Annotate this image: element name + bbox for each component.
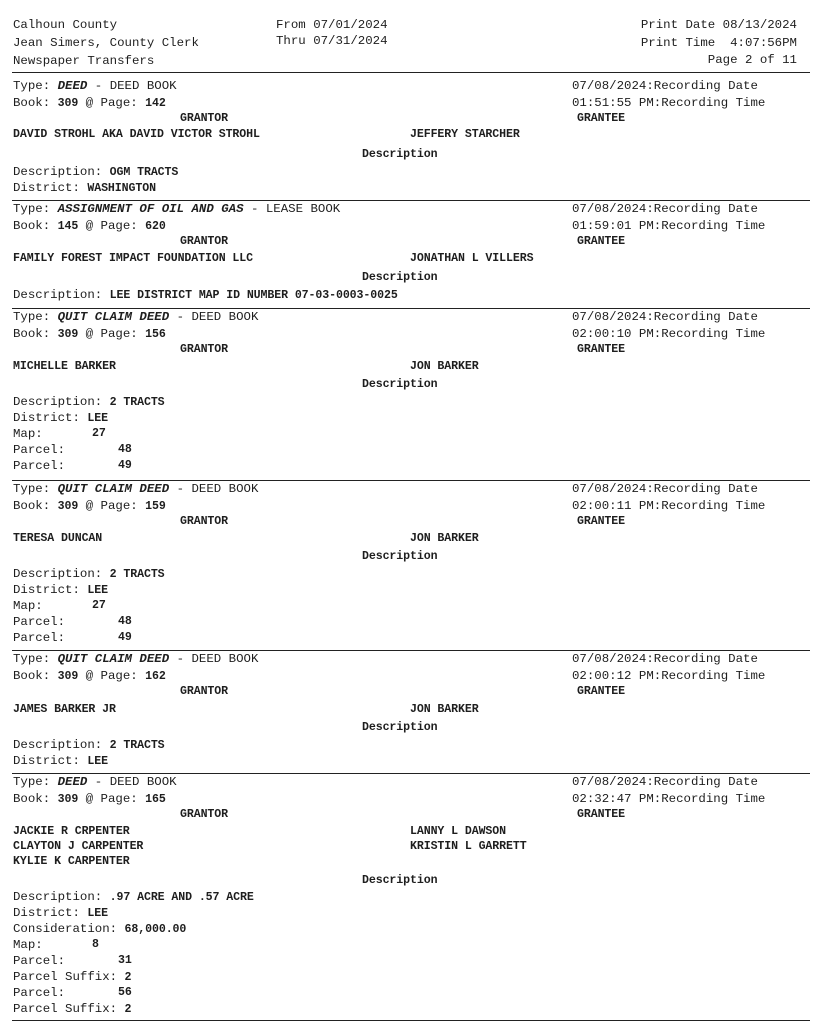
book-page-line xyxy=(13,668,166,685)
detail-row xyxy=(13,410,108,427)
grantor-heading: GRANTOR xyxy=(180,343,229,356)
recording-date-line xyxy=(572,481,758,497)
recording-time-line xyxy=(572,791,765,807)
detail-label: Map: xyxy=(13,938,43,952)
grantee-name: LANNY L DAWSON xyxy=(410,825,507,838)
grantee-name: KRISTIN L GARRETT xyxy=(410,840,527,853)
detail-value: OGM TRACTS xyxy=(109,166,179,179)
detail-label: Parcel: xyxy=(13,459,66,473)
type-label: Type: xyxy=(13,482,51,496)
book-label: Book: xyxy=(13,327,51,341)
record-type-line: Type: QUIT CLAIM DEED - DEED BOOK xyxy=(13,310,259,324)
grantor-name: CLAYTON J CARPENTER xyxy=(13,840,144,853)
book-label: Book: xyxy=(13,792,51,806)
recording-time: 02:00:10 PM xyxy=(572,327,654,341)
recording-time-label: :Recording Time xyxy=(653,792,766,806)
recording-date-label: :Recording Date xyxy=(646,482,758,496)
detail-row xyxy=(13,394,165,411)
detail-row xyxy=(13,458,132,474)
recording-date-line xyxy=(572,78,758,94)
book-number: 309 xyxy=(57,500,79,513)
recording-date-line xyxy=(572,651,758,667)
book-number: 309 xyxy=(57,670,79,683)
detail-value: LEE xyxy=(87,755,108,768)
grantor-heading: GRANTOR xyxy=(180,235,229,248)
type-label: Type: xyxy=(13,79,51,93)
book-page-line xyxy=(13,95,166,112)
record-type-line: Type: DEED - DEED BOOK xyxy=(13,79,177,93)
recording-date-label: :Recording Date xyxy=(646,202,758,216)
recording-time: 02:32:47 PM xyxy=(572,792,654,806)
record-type-line: Type: QUIT CLAIM DEED - DEED BOOK xyxy=(13,652,259,666)
grantee-heading: GRANTEE xyxy=(577,685,626,698)
type-label: Type: xyxy=(13,652,51,666)
book-label: Book: xyxy=(13,499,51,513)
grantor-heading: GRANTOR xyxy=(180,112,229,125)
detail-value: LEE xyxy=(87,412,108,425)
detail-value: LEE xyxy=(87,907,108,920)
description-heading: Description xyxy=(362,874,438,887)
page-number-value: 165 xyxy=(145,793,166,806)
detail-value: 27 xyxy=(92,599,106,612)
detail-row xyxy=(13,180,156,197)
detail-value: 68,000.00 xyxy=(124,923,187,936)
page-label: @ Page: xyxy=(85,96,138,110)
grantor-heading: GRANTOR xyxy=(180,808,229,821)
page-number-value: 159 xyxy=(145,500,166,513)
grantor-heading: GRANTOR xyxy=(180,515,229,528)
detail-row xyxy=(13,566,165,583)
recording-time: 01:59:01 PM xyxy=(572,219,654,233)
detail-row xyxy=(13,426,106,442)
recording-time-line xyxy=(572,218,765,234)
detail-value: 27 xyxy=(92,427,106,440)
grantor-name: MICHELLE BARKER xyxy=(13,360,116,373)
page-number-value: 162 xyxy=(145,670,166,683)
detail-label: Description: xyxy=(13,395,103,409)
page-number-value: 156 xyxy=(145,328,166,341)
recording-time-label: :Recording Time xyxy=(653,669,766,683)
page-number-value: 142 xyxy=(145,97,166,110)
detail-label: Description: xyxy=(13,567,103,581)
description-heading: Description xyxy=(362,148,438,161)
detail-label: Map: xyxy=(13,427,43,441)
period-from xyxy=(276,17,388,33)
detail-value: 2 xyxy=(124,1003,132,1016)
detail-value: LEE xyxy=(87,584,108,597)
detail-label: District: xyxy=(13,583,80,597)
detail-value: 49 xyxy=(118,459,132,472)
detail-label: District: xyxy=(13,181,80,195)
page-label: @ Page: xyxy=(85,219,138,233)
detail-value: 8 xyxy=(92,938,99,951)
page-label: @ Page: xyxy=(85,327,138,341)
description-heading: Description xyxy=(362,721,438,734)
book-type: DEED BOOK xyxy=(109,79,177,93)
detail-value: LEE DISTRICT MAP ID NUMBER 07-03-0003-0025 xyxy=(109,289,398,302)
recording-date: 07/08/2024 xyxy=(572,482,647,496)
detail-row xyxy=(13,442,132,458)
detail-label: Description: xyxy=(13,288,103,302)
detail-label: Parcel: xyxy=(13,615,66,629)
detail-value: 48 xyxy=(118,615,132,628)
description-heading: Description xyxy=(362,271,438,284)
recording-date-line xyxy=(572,309,758,325)
detail-label: Parcel Suffix: xyxy=(13,1002,118,1016)
record-type-line: Type: QUIT CLAIM DEED - DEED BOOK xyxy=(13,482,259,496)
grantee-name: JON BARKER xyxy=(410,703,479,716)
recording-date: 07/08/2024 xyxy=(572,79,647,93)
detail-row xyxy=(13,889,254,906)
recording-date-line xyxy=(572,774,758,790)
detail-row xyxy=(13,1001,131,1018)
detail-value: .97 ACRE AND .57 ACRE xyxy=(109,891,254,904)
recording-date: 07/08/2024 xyxy=(572,775,647,789)
book-label: Book: xyxy=(13,96,51,110)
instrument-type: QUIT CLAIM DEED xyxy=(57,310,170,324)
book-label: Book: xyxy=(13,669,51,683)
detail-row xyxy=(13,905,108,922)
detail-value: 48 xyxy=(118,443,132,456)
detail-value: 2 TRACTS xyxy=(109,739,165,752)
recording-time-line xyxy=(572,498,765,514)
detail-value: 2 xyxy=(124,971,132,984)
period-thru xyxy=(276,33,388,49)
detail-label: District: xyxy=(13,906,80,920)
thru-label: Thru xyxy=(276,34,306,48)
recording-time-line xyxy=(572,668,765,684)
detail-row xyxy=(13,953,132,969)
detail-value: 2 TRACTS xyxy=(109,568,165,581)
description-heading: Description xyxy=(362,378,438,391)
detail-label: Consideration: xyxy=(13,922,118,936)
print-date: Print Date 08/13/2024 xyxy=(640,18,797,32)
instrument-type: DEED xyxy=(57,79,88,93)
from-date: 07/01/2024 xyxy=(313,18,388,32)
detail-label: District: xyxy=(13,411,80,425)
book-number: 309 xyxy=(57,793,79,806)
type-label: Type: xyxy=(13,775,51,789)
detail-value: 2 TRACTS xyxy=(109,396,165,409)
book-page-line xyxy=(13,218,166,235)
record-type-line: Type: DEED - DEED BOOK xyxy=(13,775,177,789)
description-heading: Description xyxy=(362,550,438,563)
book-label: Book: xyxy=(13,219,51,233)
grantee-heading: GRANTEE xyxy=(577,808,626,821)
recording-time: 02:00:11 PM xyxy=(572,499,654,513)
detail-label: District: xyxy=(13,754,80,768)
recording-time-label: :Recording Time xyxy=(653,327,766,341)
recording-date: 07/08/2024 xyxy=(572,202,647,216)
county-name: Calhoun County xyxy=(13,18,118,32)
detail-row xyxy=(13,937,99,953)
book-number: 145 xyxy=(57,220,79,233)
detail-label: Parcel: xyxy=(13,986,66,1000)
recording-date-label: :Recording Date xyxy=(646,310,758,324)
detail-row xyxy=(13,630,132,646)
book-type: DEED BOOK xyxy=(109,775,177,789)
recording-date-line xyxy=(572,201,758,217)
page-number-value: 620 xyxy=(145,220,166,233)
grantee-heading: GRANTEE xyxy=(577,235,626,248)
recording-date-label: :Recording Date xyxy=(646,652,758,666)
grantor-name: TERESA DUNCAN xyxy=(13,532,103,545)
print-time: Print Time 4:07:56PM xyxy=(640,36,797,50)
detail-value: 49 xyxy=(118,631,132,644)
detail-label: Parcel Suffix: xyxy=(13,970,118,984)
book-type: DEED BOOK xyxy=(191,652,259,666)
recording-time-label: :Recording Time xyxy=(653,219,766,233)
recording-time: 01:51:55 PM xyxy=(572,96,654,110)
grantor-heading: GRANTOR xyxy=(180,685,229,698)
detail-row xyxy=(13,921,186,938)
record-divider xyxy=(12,1020,810,1021)
grantee-name: JEFFERY STARCHER xyxy=(410,128,520,141)
type-label: Type: xyxy=(13,310,51,324)
grantee-name: JONATHAN L VILLERS xyxy=(410,252,534,265)
from-label: From xyxy=(276,18,306,32)
book-type: LEASE BOOK xyxy=(265,202,341,216)
book-type: DEED BOOK xyxy=(191,310,259,324)
grantor-name: JACKIE R CRPENTER xyxy=(13,825,130,838)
detail-value: 31 xyxy=(118,954,132,967)
page-label: @ Page: xyxy=(85,669,138,683)
detail-label: Description: xyxy=(13,165,103,179)
book-page-line xyxy=(13,498,166,515)
recording-time-label: :Recording Time xyxy=(653,96,766,110)
recording-time-label: :Recording Time xyxy=(653,499,766,513)
detail-label: Parcel: xyxy=(13,631,66,645)
grantor-name: JAMES BARKER JR xyxy=(13,703,116,716)
page-number: Page 2 of 11 xyxy=(707,53,797,67)
book-page-line xyxy=(13,326,166,343)
detail-row xyxy=(13,164,178,181)
type-label: Type: xyxy=(13,202,51,216)
detail-label: Map: xyxy=(13,599,43,613)
detail-row xyxy=(13,969,131,986)
grantee-name: JON BARKER xyxy=(410,532,479,545)
page-label: @ Page: xyxy=(85,792,138,806)
book-page-line xyxy=(13,791,166,808)
detail-value: WASHINGTON xyxy=(87,182,156,195)
book-type: DEED BOOK xyxy=(191,482,259,496)
recording-time-line xyxy=(572,326,765,342)
grantee-heading: GRANTEE xyxy=(577,112,626,125)
grantor-name: DAVID STROHL AKA DAVID VICTOR STROHL xyxy=(13,128,260,141)
thru-date: 07/31/2024 xyxy=(313,34,388,48)
clerk-name: Jean Simers, County Clerk xyxy=(13,36,199,50)
detail-row xyxy=(13,582,108,599)
book-number: 309 xyxy=(57,97,79,110)
grantor-name: FAMILY FOREST IMPACT FOUNDATION LLC xyxy=(13,252,254,265)
instrument-type: QUIT CLAIM DEED xyxy=(57,482,170,496)
detail-label: Description: xyxy=(13,890,103,904)
recording-date: 07/08/2024 xyxy=(572,652,647,666)
detail-value: 56 xyxy=(118,986,132,999)
detail-row xyxy=(13,985,132,1001)
detail-label: Parcel: xyxy=(13,954,66,968)
detail-label: Description: xyxy=(13,738,103,752)
detail-row xyxy=(13,598,106,614)
record-type-line: Type: ASSIGNMENT OF OIL AND GAS - LEASE BOOK xyxy=(13,202,341,216)
detail-label: Parcel: xyxy=(13,443,66,457)
page-label: @ Page: xyxy=(85,499,138,513)
grantee-heading: GRANTEE xyxy=(577,515,626,528)
grantee-heading: GRANTEE xyxy=(577,343,626,356)
grantee-name: JON BARKER xyxy=(410,360,479,373)
detail-row xyxy=(13,287,398,304)
recording-time: 02:00:12 PM xyxy=(572,669,654,683)
detail-row xyxy=(13,737,165,754)
grantor-name: KYLIE K CARPENTER xyxy=(13,855,130,868)
detail-row xyxy=(13,614,132,630)
header-divider xyxy=(12,72,810,73)
recording-date-label: :Recording Date xyxy=(646,775,758,789)
report-title: Newspaper Transfers xyxy=(13,54,155,68)
instrument-type: ASSIGNMENT OF OIL AND GAS xyxy=(57,202,244,216)
book-number: 309 xyxy=(57,328,79,341)
recording-time-line xyxy=(572,95,765,111)
instrument-type: QUIT CLAIM DEED xyxy=(57,652,170,666)
detail-row xyxy=(13,753,108,770)
recording-date-label: :Recording Date xyxy=(646,79,758,93)
recording-date: 07/08/2024 xyxy=(572,310,647,324)
instrument-type: DEED xyxy=(57,775,88,789)
